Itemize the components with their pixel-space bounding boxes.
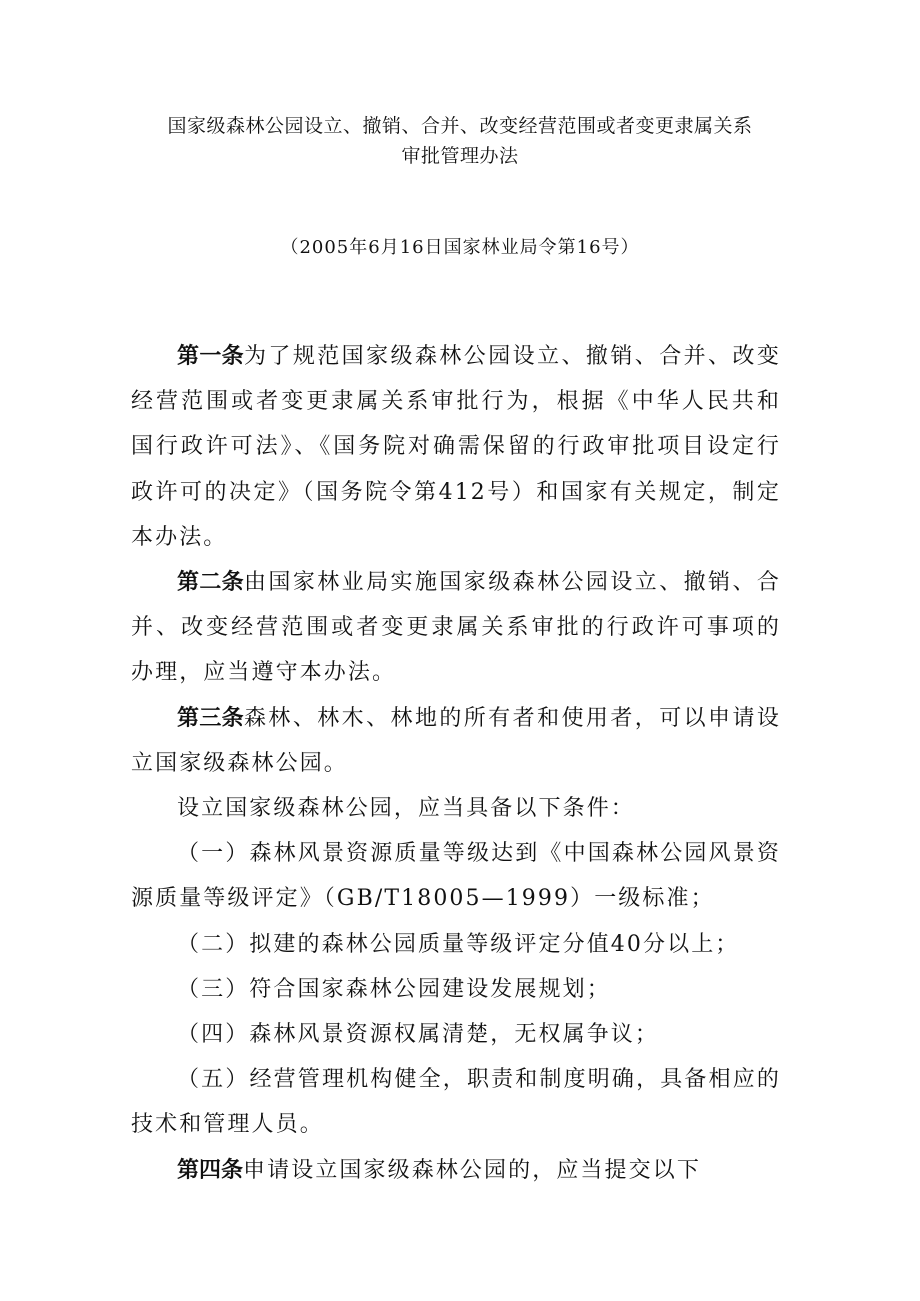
article-3-text: 森林、林木、林地的所有者和使用者，可以申请设立国家级森林公园。 <box>131 705 781 776</box>
article-4 <box>131 1148 781 1193</box>
condition-item-3: （三）符合国家森林公园建设发展规划； <box>177 976 611 1002</box>
article-2-text: 由国家林业局实施国家级森林公园设立、撤销、合并、改变经营范围或者变更隶属关系审批的行政许可事项的办理，应当遵守本办法。 <box>131 570 781 686</box>
document-title-line2: 审批管理办法 <box>401 145 519 167</box>
article-2-label: 第二条 <box>177 570 244 596</box>
document-title-line1: 国家级森林公园设立、撤销、合并、改变经营范围或者变更隶属关系 <box>167 115 753 137</box>
article-1-label: 第一条 <box>177 344 244 369</box>
article-2 <box>131 560 781 696</box>
document-body <box>131 334 781 1193</box>
article-1-text: 为了规范国家级森林公园设立、撤销、合并、改变经营范围或者变更隶属关系审批行为，根据《中华人民共和国行政许可法》、《国务院对确需保留的行政审批项目设定行政许可的决定》（国务院令第412号）和国家有关规定，制定本办法。 <box>131 344 781 550</box>
article-4-text: 申请设立国家级森林公园的，应当提交以下 <box>243 1157 701 1183</box>
condition-item-5: （五）经营管理机构健全，职责和制度明确，具备相应的技术和管理人员。 <box>131 1067 781 1138</box>
article-3-label: 第三条 <box>177 705 244 731</box>
document-subtitle: （2005年6月16日国家林业局令第16号） <box>280 237 640 258</box>
article-3-intro: 设立国家级森林公园，应当具备以下条件： <box>177 796 635 822</box>
condition-item-4: （四）森林风景资源权属清楚，无权属争议； <box>177 1022 660 1048</box>
article-1 <box>131 334 781 560</box>
article-4-label: 第四条 <box>177 1157 244 1183</box>
condition-item-1: （一）森林风景资源质量等级达到《中国森林公园风景资源质量等级评定》（GB/T18005—1999）一级标准； <box>131 841 781 912</box>
article-3 <box>131 696 781 786</box>
condition-item-2: （二）拟建的森林公园质量等级评定分值40分以上； <box>177 931 740 957</box>
